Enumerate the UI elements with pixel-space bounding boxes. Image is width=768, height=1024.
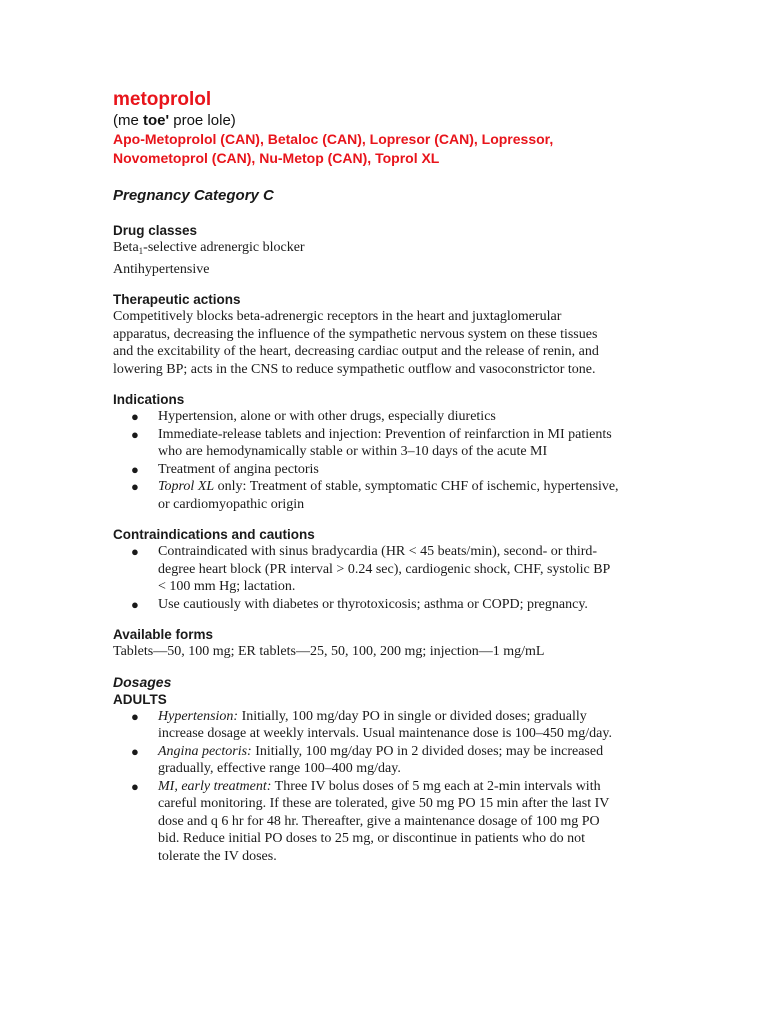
bullet-icon: ● bbox=[131, 409, 139, 424]
dosage-label: MI, early treatment: bbox=[158, 778, 272, 794]
dosage-text: Initially, 100 mg/day PO in 2 divided doses; may be increased bbox=[251, 743, 604, 759]
drug-name: metoprolol bbox=[113, 89, 212, 110]
list-item bbox=[113, 743, 658, 778]
list-item bbox=[113, 708, 658, 743]
indications-list bbox=[113, 408, 658, 513]
contra-list bbox=[113, 543, 658, 613]
forms-text: Tablets—50, 100 mg; ER tablets—25, 50, 100, 200 mg; injection—1 mg/mL bbox=[113, 644, 545, 659]
drug-class-1 bbox=[113, 239, 658, 261]
list-item bbox=[113, 426, 658, 461]
bullet-icon: ● bbox=[131, 708, 139, 724]
contra-text: Use cautiously with diabetes or thyrotoxicosis; asthma or COPD; pregnancy. bbox=[158, 596, 588, 612]
therapeutic-line: lowering BP; acts in the CNS to reduce sympathetic outflow and vasoconstrictor tone. bbox=[113, 361, 596, 377]
monograph-page bbox=[113, 88, 658, 865]
therapeutic-line: Competitively blocks beta-adrenergic receptors in the heart and juxtaglomerular bbox=[113, 309, 562, 324]
drug-class-2: Antihypertensive bbox=[113, 261, 210, 277]
indication-text: Immediate-release tablets and injection: Prevention of reinfarction in MI patients bbox=[158, 426, 612, 442]
indications-heading: Indications bbox=[113, 392, 185, 407]
pron-rest: proe lole) bbox=[169, 112, 236, 129]
dosage-text: dose and q 6 hr for 48 hr. Thereafter, give a maintenance dosage of 100 mg PO bbox=[158, 813, 600, 829]
pronunciation bbox=[113, 112, 658, 130]
bullet-icon: ● bbox=[131, 778, 139, 794]
list-item bbox=[113, 461, 658, 479]
therapeutic-line: and the excitability of the heart, decreasing cardiac output and the release of renin, and bbox=[113, 344, 599, 359]
contra-section bbox=[113, 526, 658, 613]
contra-heading: Contraindications and cautions bbox=[113, 527, 315, 542]
drug-classes-heading: Drug classes bbox=[113, 223, 198, 238]
drug-class-1-sub: 1 bbox=[138, 246, 144, 256]
contra-text: Contraindicated with sinus bradycardia (HR < 45 beats/min), second- or third- bbox=[158, 544, 598, 559]
indications-section bbox=[113, 391, 658, 513]
list-item bbox=[113, 778, 658, 866]
dosages-section bbox=[113, 674, 658, 866]
bullet-icon: ● bbox=[131, 426, 139, 442]
pron-stress: toe' bbox=[143, 112, 170, 129]
list-item bbox=[113, 543, 658, 596]
bullet-icon: ● bbox=[131, 479, 139, 494]
dosage-label: Hypertension: bbox=[158, 708, 239, 724]
brand-names-line-2: Novometoprol (CAN), Nu-Metop (CAN), Toprol XL bbox=[113, 150, 440, 166]
dosages-heading: Dosages bbox=[113, 673, 172, 690]
dosage-text: increase dosage at weekly intervals. Usual maintenance dose is 100–450 mg/day. bbox=[158, 726, 612, 741]
dosage-text: Three IV bolus doses of 5 mg each at 2-min intervals with bbox=[271, 778, 601, 794]
dosage-text: gradually, effective range 100–400 mg/day. bbox=[158, 761, 401, 776]
forms-heading: Available forms bbox=[113, 627, 214, 642]
therapeutic-line: apparatus, decreasing the influence of the sympathetic nervous system on these tissues bbox=[113, 326, 598, 342]
list-item bbox=[113, 596, 658, 614]
bullet-icon: ● bbox=[131, 461, 139, 477]
list-item bbox=[113, 408, 658, 426]
adults-subheading: ADULTS bbox=[113, 691, 167, 707]
drug-class-1-a: Beta bbox=[113, 240, 139, 255]
bullet-icon: ● bbox=[131, 544, 139, 559]
dosage-label: Angina pectoris: bbox=[158, 743, 252, 759]
indication-italic: Toprol XL bbox=[158, 479, 215, 494]
dosages-list bbox=[113, 708, 658, 866]
indication-text: Hypertension, alone or with other drugs, especially diuretics bbox=[158, 409, 496, 424]
contra-text: < 100 mm Hg; lactation. bbox=[158, 579, 296, 594]
indication-text: or cardiomyopathic origin bbox=[158, 496, 305, 512]
indication-text: who are hemodynamically stable or within 3–10 days of the acute MI bbox=[158, 444, 548, 459]
pregnancy-category: Pregnancy Category C bbox=[113, 187, 274, 204]
drug-classes-section bbox=[113, 222, 658, 278]
bullet-icon: ● bbox=[131, 743, 139, 759]
pron-open: (me bbox=[113, 112, 143, 129]
contra-text: degree heart block (PR interval > 0.24 sec), cardiogenic shock, CHF, systolic BP bbox=[158, 561, 611, 577]
list-item bbox=[113, 478, 658, 513]
therapeutic-heading: Therapeutic actions bbox=[113, 292, 241, 307]
indication-text: Treatment of angina pectoris bbox=[158, 461, 319, 477]
bullet-icon: ● bbox=[131, 596, 139, 612]
brand-names-line-1: Apo-Metoprolol (CAN), Betaloc (CAN), Lopresor (CAN), Lopressor, bbox=[113, 131, 554, 147]
therapeutic-section bbox=[113, 291, 658, 378]
dosage-text: bid. Reduce initial PO doses to 25 mg, or discontinue in patients who do not bbox=[158, 831, 585, 846]
forms-section bbox=[113, 626, 658, 661]
dosage-text: tolerate the IV doses. bbox=[158, 848, 277, 864]
dosage-text: Initially, 100 mg/day PO in single or divided doses; gradually bbox=[238, 708, 587, 724]
dosage-text: careful monitoring. If these are tolerated, give 50 mg PO 15 min after the last IV bbox=[158, 796, 610, 811]
indication-text: only: Treatment of stable, symptomatic CHF of ischemic, hypertensive, bbox=[214, 479, 619, 494]
drug-class-1-b: -selective adrenergic blocker bbox=[143, 240, 305, 255]
